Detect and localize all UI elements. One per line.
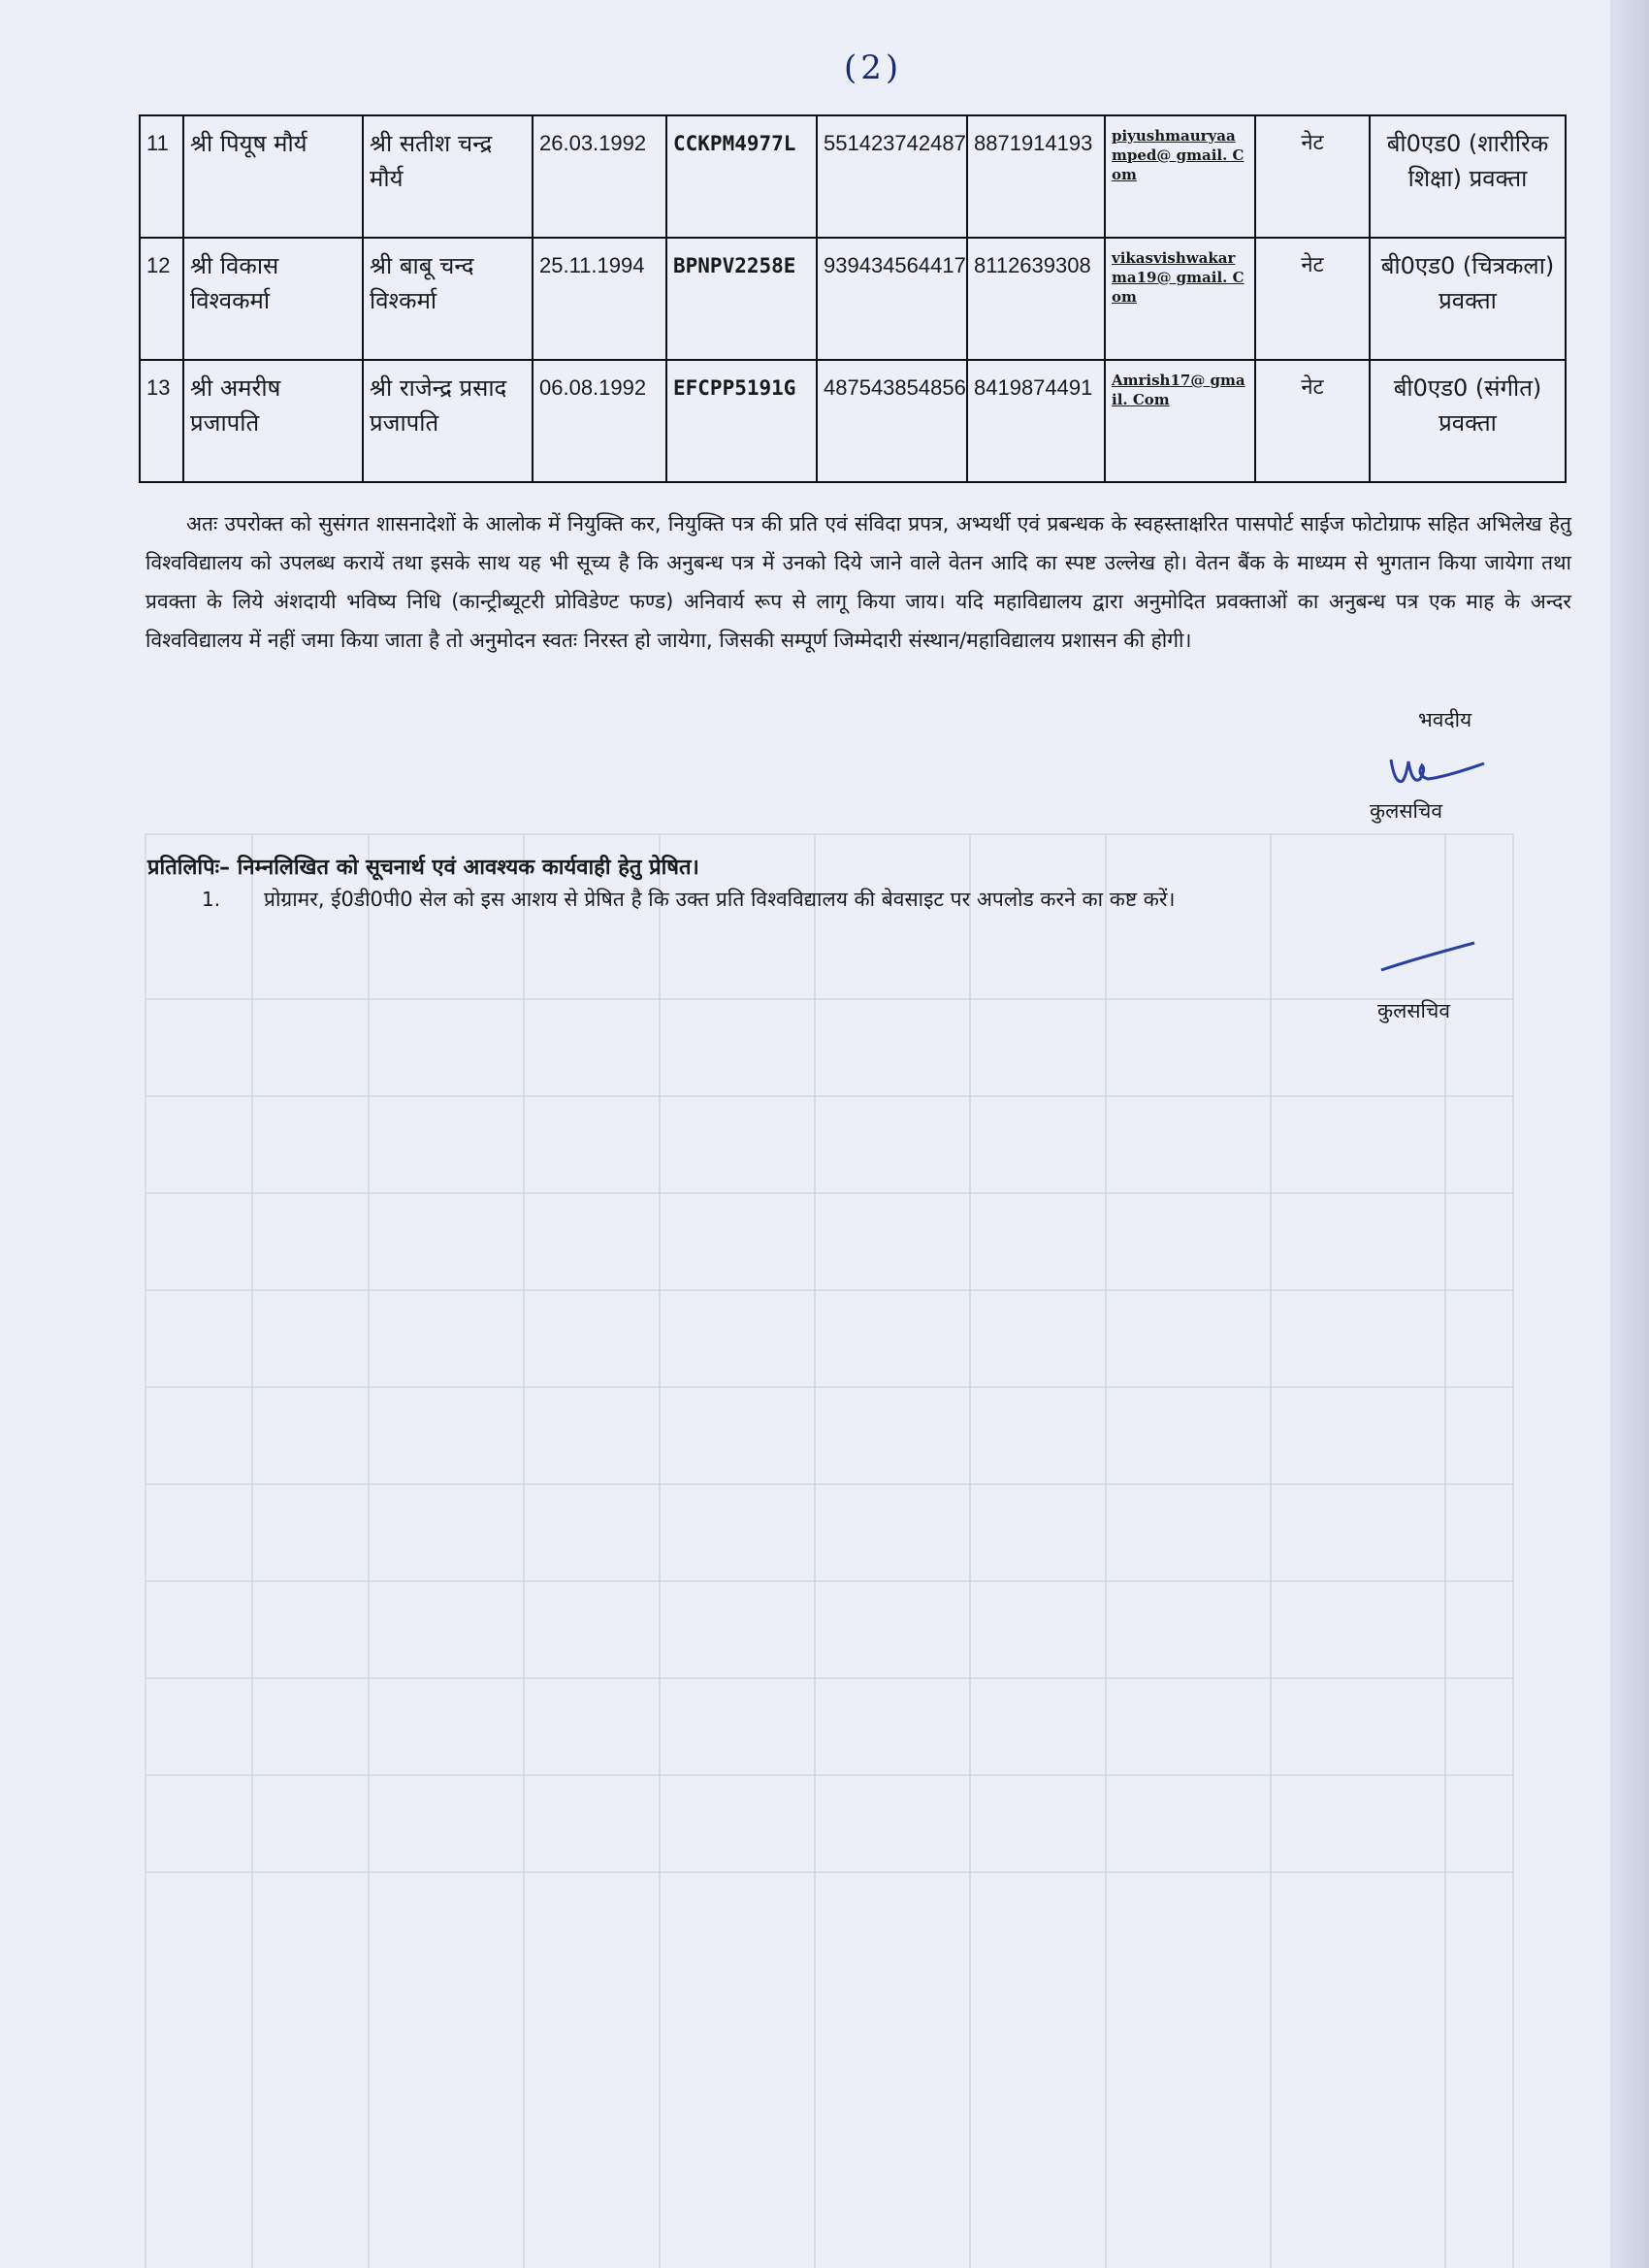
date-of-birth: 25.11.1994 xyxy=(533,238,666,360)
email-address: piyushmauryaamped@ gmail. Com xyxy=(1105,115,1255,238)
candidate-table xyxy=(139,114,1567,483)
table-row xyxy=(140,360,1566,482)
qualification: नेट xyxy=(1255,238,1370,360)
pan-number: EFCPP5191G xyxy=(666,360,817,482)
signatory-title: कुलसचिव xyxy=(1377,999,1451,1022)
serial-number: 13 xyxy=(140,360,183,482)
table-row xyxy=(140,115,1566,238)
pan-number: CCKPM4977L xyxy=(666,115,817,238)
qualification: नेट xyxy=(1255,115,1370,238)
serial-number: 12 xyxy=(140,238,183,360)
signature-mark xyxy=(1377,752,1494,800)
candidate-name: श्री पियूष मौर्य xyxy=(183,115,363,238)
post-name: बी0एड0 (चित्रकला) प्रवक्ता xyxy=(1370,238,1566,360)
body-paragraph: अतः उपरोक्त को सुसंगत शासनादेशों के आलोक में नियुक्ति कर, नियुक्ति पत्र की प्रति एवं संविदा प्रपत्र, अभ्यर्थी एवं प्रबन्धक के स्वहस्ताक्षरित पासपोर्ट साईज फोटोग्राफ सहित अभिलेख हेतु विश्वविद्यालय को उपलब्ध करायें तथा इसके साथ यह भी सूच्य है कि अनुबन्ध पत्र में उनको दिये जाने वाले वेतन आदि का स्पष्ट उल्लेख हो। वेतन बैंक के माध्यम से भुगतान किया जायेगा तथा प्रवक्ता के लिये अंशदायी भविष्य निधि (कान्ट्रीब्यूटरी प्रोविडेण्ट फण्ड) अनिवार्य रूप से लागू किया जाय। यदि महाविद्यालय द्वारा अनुमोदित प्रवक्ताओं का अनुबन्ध पत्र एक माह के अन्दर विश्वविद्यालय में नहीं जमा किया जाता है तो अनुमोदन स्वतः निरस्त हो जायेगा, जिसकी सम्पूर्ण जिम्मेदारी संस्थान/महाविद्यालय प्रशासन की होगी। xyxy=(146,512,1571,652)
email-address: vikasvishwakarma19@ gmail. Com xyxy=(1105,238,1255,360)
serial-number: 11 xyxy=(140,115,183,238)
copy-item-text: प्रोग्रामर, ई0डी0पी0 सेल को इस आशय से प्रेषित है कि उक्त प्रति विश्वविद्यालय की बेवसाइट पर अपलोड करने का कष्ट करें। xyxy=(264,888,1176,911)
father-name: श्री राजेन्द्र प्रसाद प्रजापति xyxy=(363,360,533,482)
email-address: Amrish17@ gmail. Com xyxy=(1105,360,1255,482)
mobile-number: 8871914193 xyxy=(967,115,1105,238)
candidate-name: श्री विकास विश्वकर्मा xyxy=(183,238,363,360)
signature-mark xyxy=(1377,931,1484,980)
date-of-birth: 06.08.1992 xyxy=(533,360,666,482)
copy-heading: प्रतिलिपिः– निम्नलिखित को सूचनार्थ एवं आवश्यक कार्यवाही हेतु प्रेषित। xyxy=(147,856,699,880)
father-name: श्री बाबू चन्द विश्कर्मा xyxy=(363,238,533,360)
post-name: बी0एड0 (संगीत) प्रवक्ता xyxy=(1370,360,1566,482)
pan-number: BPNPV2258E xyxy=(666,238,817,360)
mobile-number: 8419874491 xyxy=(967,360,1105,482)
table-row xyxy=(140,238,1566,360)
father-name: श्री सतीश चन्द्र मौर्य xyxy=(363,115,533,238)
page-number: (2) xyxy=(844,49,903,87)
paper-edge-shadow xyxy=(1610,0,1649,2268)
candidate-name: श्री अमरीष प्रजापति xyxy=(183,360,363,482)
aadhaar-number: 551423742487 xyxy=(817,115,967,238)
post-name: बी0एड0 (शारीरिक शिक्षा) प्रवक्ता xyxy=(1370,115,1566,238)
signatory-title: कुलसचिव xyxy=(1370,799,1443,823)
aadhaar-number: 939434564417 xyxy=(817,238,967,360)
copy-item-number: 1. xyxy=(202,888,221,911)
qualification: नेट xyxy=(1255,360,1370,482)
date-of-birth: 26.03.1992 xyxy=(533,115,666,238)
closing-salutation: भवदीय xyxy=(1418,708,1472,731)
mobile-number: 8112639308 xyxy=(967,238,1105,360)
aadhaar-number: 487543854856 xyxy=(817,360,967,482)
